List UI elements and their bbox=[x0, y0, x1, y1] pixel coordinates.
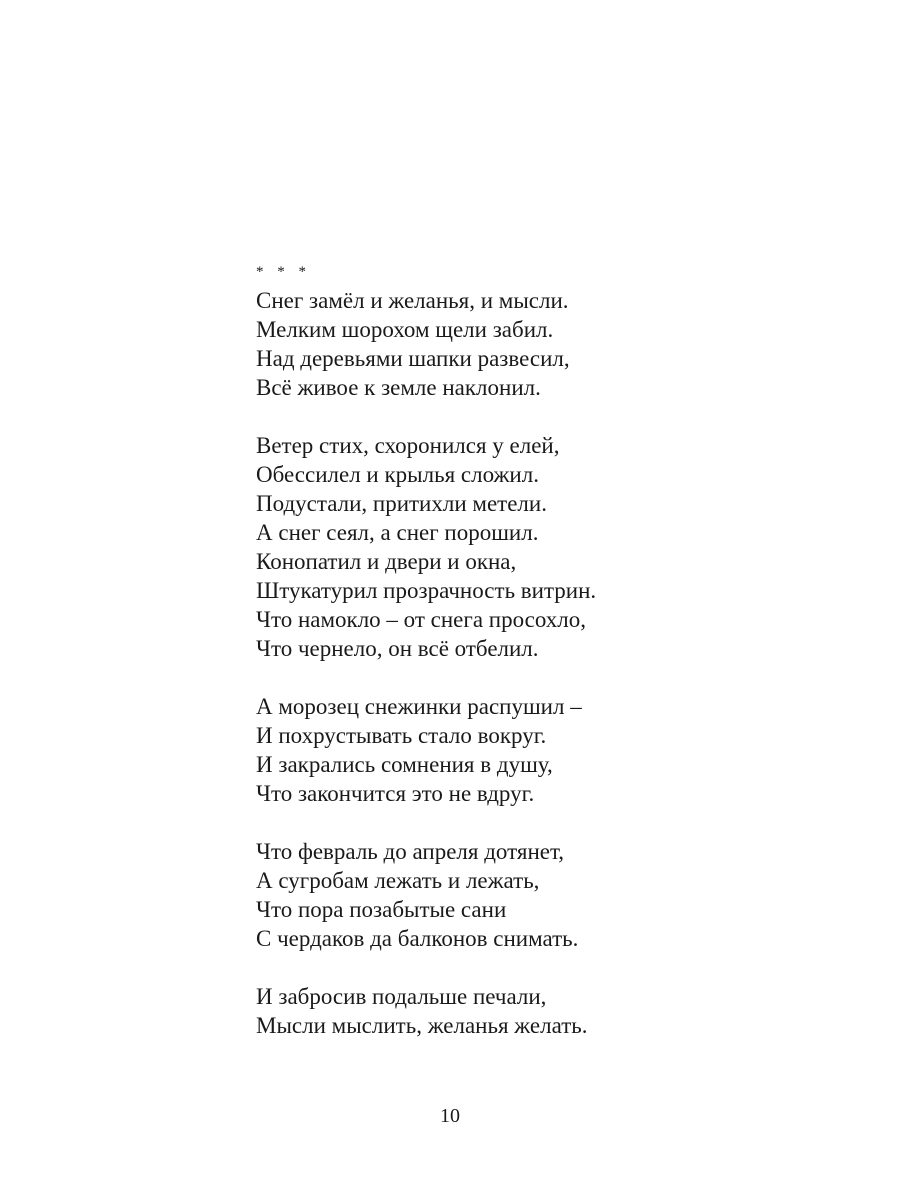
poem-line: Над деревьями шапки развесил, bbox=[256, 346, 570, 371]
poem-line: Подустали, притихли метели. bbox=[256, 491, 547, 516]
poem-line: Что намокло – от снега просохло, bbox=[256, 607, 587, 632]
poem-line: И закрались сомнения в душу, bbox=[256, 752, 553, 777]
stanza bbox=[256, 692, 816, 808]
poem bbox=[256, 258, 816, 1069]
stanza bbox=[256, 431, 816, 663]
stanza bbox=[256, 982, 816, 1040]
poem-line: Мысли мыслить, желанья желать. bbox=[256, 1013, 588, 1038]
poem-line: Что чернело, он всё отбелил. bbox=[256, 636, 539, 661]
poem-line: Что пора позабытые сани bbox=[256, 897, 507, 922]
poem-line: Мелким шорохом щели забил. bbox=[256, 317, 554, 342]
poem-line: А снег сеял, а снег порошил. bbox=[256, 520, 539, 545]
poem-line: Что закончится это не вдруг. bbox=[256, 781, 535, 806]
stanza bbox=[256, 837, 816, 953]
poem-line: А морозец снежинки распушил – bbox=[256, 694, 582, 719]
poem-line: Конопатил и двери и окна, bbox=[256, 549, 517, 574]
stanza bbox=[256, 286, 816, 402]
section-separator: * * * bbox=[256, 264, 311, 280]
poem-line: Всё живое к земле наклонил. bbox=[256, 375, 541, 400]
poem-line: Снег замёл и желанья, и мысли. bbox=[256, 288, 569, 313]
poem-line: Что февраль до апреля дотянет, bbox=[256, 839, 565, 864]
poem-line: Обессилел и крылья сложил. bbox=[256, 462, 539, 487]
poem-line: С чердаков да балконов снимать. bbox=[256, 926, 579, 951]
page-number: 10 bbox=[440, 1105, 460, 1127]
poem-line: А сугробам лежать и лежать, bbox=[256, 868, 540, 893]
poem-line: Штукатурил прозрачность витрин. bbox=[256, 578, 597, 603]
poem-line: И забросив подальше печали, bbox=[256, 984, 547, 1009]
poem-line: И похрустывать стало вокруг. bbox=[256, 723, 547, 748]
poem-line: Ветер стих, схоронился у елей, bbox=[256, 433, 560, 458]
